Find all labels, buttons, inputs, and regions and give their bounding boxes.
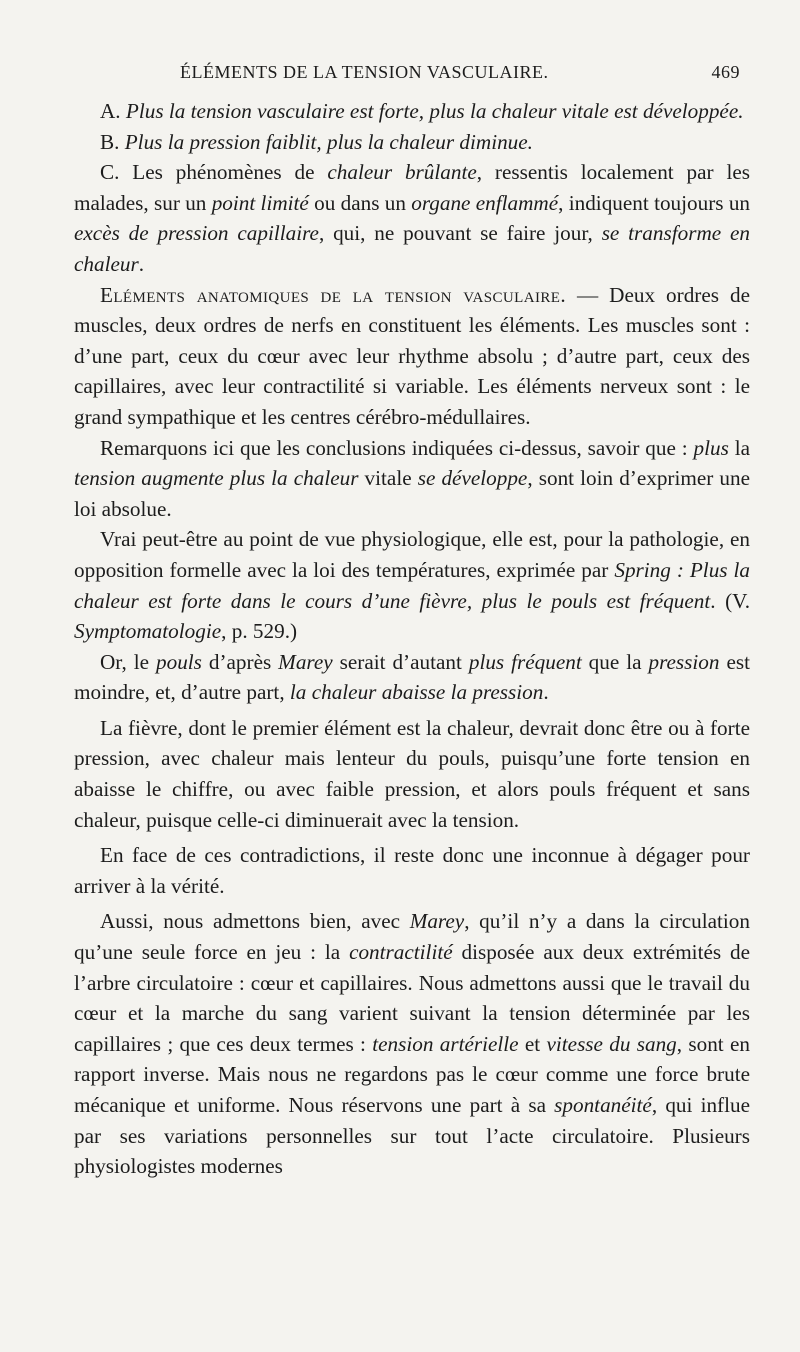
italic-run: Spring : Plus la chaleur est forte dans le cours d’une fièvre, plus le pouls est fréquent bbox=[74, 557, 750, 613]
paragraph-c bbox=[74, 157, 750, 279]
paragraph-remarquons bbox=[74, 433, 750, 525]
italic-run: Plus la pression faiblit, plus la chaleur diminue. bbox=[124, 129, 533, 154]
italic-run: se transforme en chaleur bbox=[74, 221, 750, 276]
text-run: Vrai peut-être au point de vue physiologique, elle est, pour la pathologie, en opposition formelle avec la loi des températures, exprimée par bbox=[74, 527, 750, 582]
italic-run: plus fréquent bbox=[468, 649, 582, 674]
text-run: . bbox=[543, 680, 549, 705]
text-run: , qui influe par ses variations personnelles sur tout l’acte circulatoire. Plusieurs physiologistes modernes bbox=[74, 1093, 750, 1179]
paragraph-b bbox=[74, 127, 750, 158]
italic-run: point limité bbox=[211, 190, 309, 215]
text-run: que la bbox=[581, 649, 649, 674]
text-run: , qui, ne pouvant se faire jour, bbox=[318, 221, 602, 246]
italic-run: se développe bbox=[417, 466, 528, 491]
paragraph-elements-anatomiques bbox=[74, 280, 750, 433]
text-run: d’après bbox=[201, 649, 279, 674]
text-run: , indiquent toujours un bbox=[558, 190, 751, 215]
paragraph-aussi bbox=[74, 906, 750, 1181]
text-run: disposée aux deux extrémités de l’arbre circulatoire : cœur et capillaires. Nous admettons aussi que le travail du cœur et la marche du sang varient suivant la tension déterminée par les capillaires ; que ces deux termes : bbox=[74, 940, 750, 1056]
text-run: vitale bbox=[358, 466, 418, 491]
italic-run: la chaleur abaisse la pression bbox=[289, 680, 544, 705]
italic-run: vitesse du sang bbox=[546, 1031, 677, 1056]
italic-run: contractilité bbox=[349, 940, 453, 965]
text-run: , ressentis localement par les malades, sur un bbox=[74, 160, 750, 215]
text-run: En face de ces contradictions, il reste donc une inconnue à dégager pour arriver à la vérité. bbox=[74, 843, 750, 898]
paragraph-contradictions bbox=[74, 840, 750, 901]
italic-run: spontanéité bbox=[554, 1093, 652, 1117]
italic-run: Marey bbox=[278, 649, 333, 674]
italic-run: pouls bbox=[156, 649, 202, 674]
text-run: , qu’il n’y a dans la circulation qu’une seule force en jeu : la bbox=[74, 909, 750, 965]
text-run: et bbox=[518, 1031, 547, 1056]
italic-run: Symptomatologie bbox=[74, 619, 222, 644]
text-run: La fièvre, dont le premier élément est la chaleur, devrait donc être ou à forte pression, avec chaleur mais lenteur du pouls, puisqu’une forte tension en abaisse le chiffre, ou avec faible pression, et alors pouls fréquent et sans chaleur, puisque celle-ci diminuerait avec la tension. bbox=[74, 715, 750, 832]
text-run: , sont en rapport inverse. Mais nous ne regardons pas le cœur comme une force brute mécanique et uniforme. Nous réservons une part à sa bbox=[74, 1031, 750, 1117]
paragraph-fievre bbox=[74, 713, 750, 835]
italic-run: organe enflammé bbox=[411, 190, 559, 215]
text-run: A. bbox=[100, 99, 126, 123]
italic-run: plus bbox=[693, 435, 729, 460]
body-text bbox=[74, 96, 750, 1182]
text-run: , p. 529.) bbox=[221, 619, 298, 644]
text-run: . bbox=[138, 251, 145, 276]
italic-run: chaleur brûlante bbox=[327, 160, 477, 185]
section-heading-run: Eléments anatomiques de la tension vasculaire. bbox=[100, 282, 567, 307]
italic-run: tension artérielle bbox=[372, 1031, 519, 1056]
text-run: — Deux ordres de muscles, deux ordres de nerfs en constituent les éléments. Les muscles sont : d’une part, ceux du cœur avec leur rhythme absolu ; d’autre part, ceux des capillaires, avec leur contractilité si variable. Les éléments nerveux sont : le grand sympathique et les centres cérébro-médullaires. bbox=[74, 282, 750, 429]
paragraph-a bbox=[74, 96, 750, 127]
paragraph-vrai bbox=[74, 524, 750, 646]
text-run: Remarquons ici que les conclusions indiquées ci-dessus, savoir que : bbox=[100, 435, 694, 460]
text-run: Or, le bbox=[100, 649, 156, 674]
text-run: ou dans un bbox=[308, 190, 412, 215]
text-run: , sont loin d’exprimer une loi absolue. bbox=[74, 466, 750, 521]
text-run: B. bbox=[100, 129, 125, 154]
italic-run: Plus la tension vasculaire est forte, plus la chaleur vitale est développée. bbox=[125, 99, 744, 123]
italic-run: excès de pression capillaire bbox=[74, 221, 319, 246]
text-run: la bbox=[728, 435, 750, 460]
page-number: 469 bbox=[711, 62, 740, 82]
text-run: serait d’autant bbox=[332, 649, 469, 674]
paragraph-or bbox=[74, 647, 750, 708]
italic-run: pression bbox=[648, 649, 720, 674]
running-title: ÉLÉMENTS DE LA TENSION VASCULAIRE. bbox=[180, 62, 549, 82]
text-run: C. Les phénomènes de bbox=[100, 160, 328, 185]
italic-run: tension augmente plus la chaleur bbox=[74, 466, 359, 491]
italic-run: Marey bbox=[409, 909, 465, 934]
text-run: Aussi, nous admettons bien, avec bbox=[100, 909, 410, 934]
text-run: est moindre, et, d’autre part, bbox=[74, 649, 750, 705]
text-run: . (V. bbox=[710, 588, 750, 613]
